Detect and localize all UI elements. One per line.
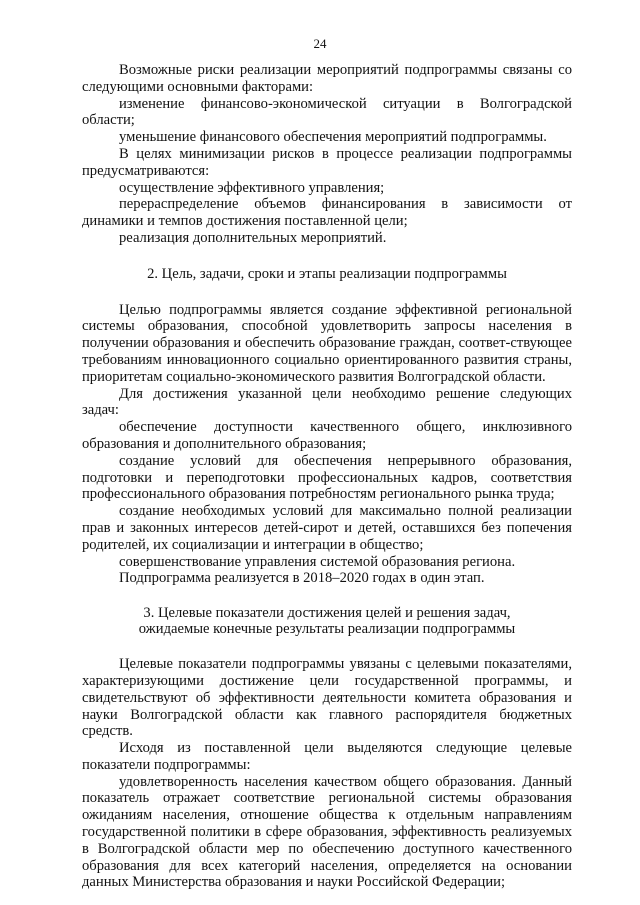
paragraph: изменение финансово-экономической ситуации в Волгоградской области; xyxy=(82,95,572,129)
paragraph: создание условий для обеспечения непрерывного образования, подготовки и переподготовки профессиональных кадров, соответствия профессионального образования потребностям регионального рынка труда; xyxy=(82,452,572,503)
section-heading: 2. Цель, задачи, сроки и этапы реализации подпрограммы xyxy=(147,265,507,282)
paragraph: совершенствование управления системой образования региона. xyxy=(119,553,516,570)
paragraph: осуществление эффективного управления; xyxy=(119,179,385,196)
page-number: 24 xyxy=(313,36,327,51)
paragraph: создание необходимых условий для максимально полной реализации прав и законных интересов детей-сирот и детей, оставшихся без попечения родителей, их социализации и интеграции в общество; xyxy=(82,503,572,553)
paragraph: удовлетворенность населения качеством общего образования. Данный показатель отражает соответствие региональной системы образования ожиданиям населения, отношение общества к отдельным направлениям государственной политики в сфере образования, эффективность реализуемых в Волгоградской области мер по обеспечению доступного качественного образования для всех категорий населения, определяется на основании данных Министерства образования и науки Российской Федерации; xyxy=(82,773,572,891)
paragraph: уменьшение финансового обеспечения мероприятий подпрограммы. xyxy=(119,129,547,146)
section-heading-line: 3. Целевые показатели достижения целей и решения задач, xyxy=(143,605,511,622)
paragraph: обеспечение доступности качественного общего, инклюзивного образования и дополнительного образования; xyxy=(82,419,572,452)
paragraph: Целью подпрограммы является создание эффективной региональной системы образования, способной удовлетворить запросы населения в получении образования и обеспечить образование граждан, соответ-ствующее требованиям инновационного социально ориентированного развития страны, приоритетам социально-экономического развития Волгоградской области. xyxy=(82,301,572,385)
paragraph: перераспределение объемов финансирования в зависимости от динамики и темпов достижения поставленной цели; xyxy=(82,196,572,230)
paragraph: Возможные риски реализации мероприятий подпрограммы связаны со следующими основными факторами: xyxy=(82,62,572,95)
paragraph: Исходя из поставленной цели выделяются следующие целевые показатели подпрограммы: xyxy=(82,740,572,773)
section-heading-line: ожидаемые конечные результаты реализации подпрограммы xyxy=(138,620,516,637)
paragraph: В целях минимизации рисков в процессе реализации подпрограммы предусматриваются: xyxy=(82,145,572,179)
paragraph: Целевые показатели подпрограммы увязаны с целевыми показателями, характеризующими достижение цели государственной программы, и свидетельствуют об эффективности деятельности комитета образования и науки Волгоградской области как главного распорядителя бюджетных средств. xyxy=(82,656,572,740)
paragraph: Для достижения указанной цели необходимо решение следующих задач: xyxy=(82,385,572,419)
page-content xyxy=(82,62,572,891)
paragraph: реализация дополнительных мероприятий. xyxy=(119,229,387,246)
paragraph: Подпрограмма реализуется в 2018–2020 годах в один этап. xyxy=(119,570,485,587)
section-heading xyxy=(82,606,572,637)
